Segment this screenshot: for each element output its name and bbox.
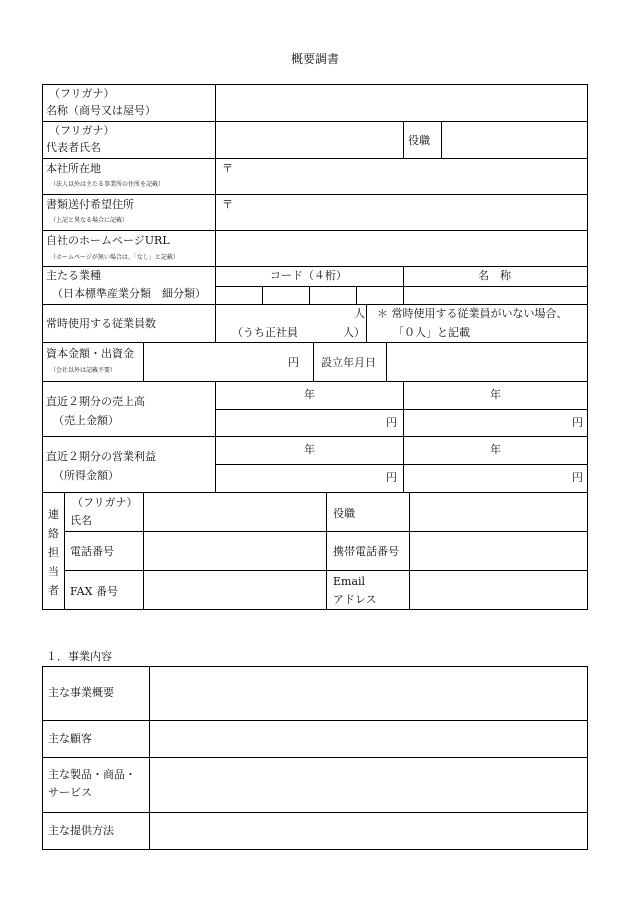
regular-employees-prefix: （うち正社員: [232, 326, 298, 339]
contact-vertical-char: 連: [48, 508, 59, 521]
contact-fax-label: FAX 番号: [70, 585, 118, 598]
regular-employees-suffix: 人）: [343, 326, 365, 339]
mailing-address-field[interactable]: [236, 195, 587, 230]
employees-label: 常時使用する従業員数: [46, 317, 156, 330]
contact-email-label-2: アドレス: [333, 593, 377, 606]
homepage-note: （ホームページが無い場合は、「なし」と記載）: [50, 254, 179, 261]
industry-code-digit-4[interactable]: [357, 287, 403, 304]
homepage-url-field[interactable]: [216, 231, 587, 266]
sales-amount-a-field[interactable]: [216, 410, 384, 436]
delivery-method-field[interactable]: [150, 813, 587, 849]
customers-field[interactable]: [150, 721, 587, 757]
industry-code-header: コード（４桁）: [270, 269, 347, 282]
column-divider: [366, 304, 367, 342]
products-label: 主な製品・商品・: [48, 768, 136, 781]
contact-vertical-char: 者: [48, 584, 59, 597]
industry-name-field[interactable]: [404, 287, 587, 304]
contact-vertical-char: 担: [48, 546, 59, 559]
business-overview-field[interactable]: [150, 667, 587, 720]
rep-furigana-label: （フリガナ）: [49, 124, 115, 137]
contact-mobile-label: 携帯電話番号: [333, 545, 399, 558]
contact-email-field[interactable]: [410, 571, 587, 609]
capital-amount-field[interactable]: [144, 343, 284, 381]
established-date-field[interactable]: [387, 343, 587, 381]
sales-amount-b-field[interactable]: [404, 410, 570, 436]
regular-employees-field[interactable]: [298, 324, 342, 341]
row-divider: [42, 381, 588, 382]
hq-address-label: 本社所在地: [46, 162, 101, 175]
industry-code-digit-2[interactable]: [263, 287, 309, 304]
sales-label: 直近２期分の売上高: [46, 395, 145, 408]
contact-furigana-label: （フリガナ）: [72, 496, 138, 509]
industry-code-digit-3[interactable]: [310, 287, 356, 304]
hq-address-field[interactable]: [236, 159, 587, 194]
industry-sub-label: （日本標準産業分類 細分類）: [52, 287, 206, 300]
capital-yen-unit: 円: [288, 356, 299, 369]
company-name-label: 名称（商号又は屋号）: [46, 104, 156, 117]
established-date-label: 設立年月日: [321, 356, 376, 369]
business-overview-label: 主な事業概要: [48, 686, 114, 699]
profit-label: 直近２期分の営業利益: [46, 450, 156, 463]
sales-year-a: 年: [304, 388, 315, 401]
rep-position-label: 役職: [408, 134, 430, 147]
sales-year-b: 年: [490, 388, 501, 401]
mailing-address-label: 書類送付希望住所: [46, 198, 134, 211]
contact-phone-field[interactable]: [144, 532, 326, 570]
sales-sub-label: （売上金額）: [53, 414, 119, 427]
employees-count-field[interactable]: [216, 305, 346, 323]
column-divider: [403, 121, 404, 158]
profit-year-a: 年: [304, 443, 315, 456]
capital-label: 資本金額・出資金: [46, 347, 134, 360]
row-divider: [42, 266, 588, 267]
profit-yen-b: 円: [572, 471, 583, 484]
hq-address-note: （法人以外は主たる事業所の住所を記載）: [50, 181, 165, 188]
industry-name-header: 名 称: [478, 269, 511, 282]
column-divider: [326, 492, 327, 610]
contact-vertical-char: 当: [48, 565, 59, 578]
document-title: 概要調書: [290, 52, 339, 66]
profit-sub-label: （所得金額）: [53, 469, 119, 482]
customers-label: 主な顧客: [48, 732, 92, 745]
profit-year-b: 年: [490, 443, 501, 456]
employees-note-line1: ＊ 常時使用する従業員がいない場合、: [377, 307, 568, 320]
delivery-method-label: 主な提供方法: [48, 824, 114, 837]
products-field[interactable]: [150, 758, 587, 812]
company-name-furigana-label: （フリガナ）: [49, 87, 115, 100]
contact-name-field[interactable]: [144, 493, 326, 531]
industry-label: 主たる業種: [46, 269, 101, 282]
hq-postal-mark: 〒: [222, 162, 233, 175]
rep-name-label: 代表者氏名: [46, 141, 101, 154]
contact-name-label: 氏名: [70, 514, 92, 527]
homepage-label: 自社のホームページURL: [46, 234, 170, 247]
contact-position-label: 役職: [333, 507, 355, 520]
column-divider: [313, 342, 314, 381]
profit-yen-a: 円: [386, 471, 397, 484]
contact-phone-label: 電話番号: [70, 545, 114, 558]
business-section-heading: １．事業内容: [46, 650, 112, 663]
capital-note: （会社以外は記載不要）: [50, 367, 117, 374]
contact-fax-field[interactable]: [144, 571, 326, 609]
company-name-field[interactable]: [216, 85, 587, 121]
mailing-address-note: （上記と異なる場合に記載）: [50, 217, 129, 224]
industry-code-digit-1[interactable]: [216, 287, 262, 304]
sales-yen-b: 円: [572, 416, 583, 429]
column-divider: [64, 492, 65, 610]
employees-note-line2: 「０人」と記載: [393, 326, 470, 339]
contact-position-field[interactable]: [410, 493, 587, 531]
rep-name-field[interactable]: [216, 122, 402, 158]
row-divider: [42, 436, 588, 437]
mailing-postal-mark: 〒: [222, 198, 233, 211]
rep-position-field[interactable]: [442, 122, 587, 158]
contact-mobile-field[interactable]: [410, 532, 587, 570]
sales-yen-a: 円: [386, 416, 397, 429]
products-label-2: サービス: [48, 786, 92, 799]
profit-amount-b-field[interactable]: [404, 465, 570, 492]
contact-email-label: Email: [333, 575, 366, 588]
profit-amount-a-field[interactable]: [216, 465, 384, 492]
employees-unit: 人: [354, 307, 365, 320]
contact-vertical-char: 絡: [48, 527, 59, 540]
